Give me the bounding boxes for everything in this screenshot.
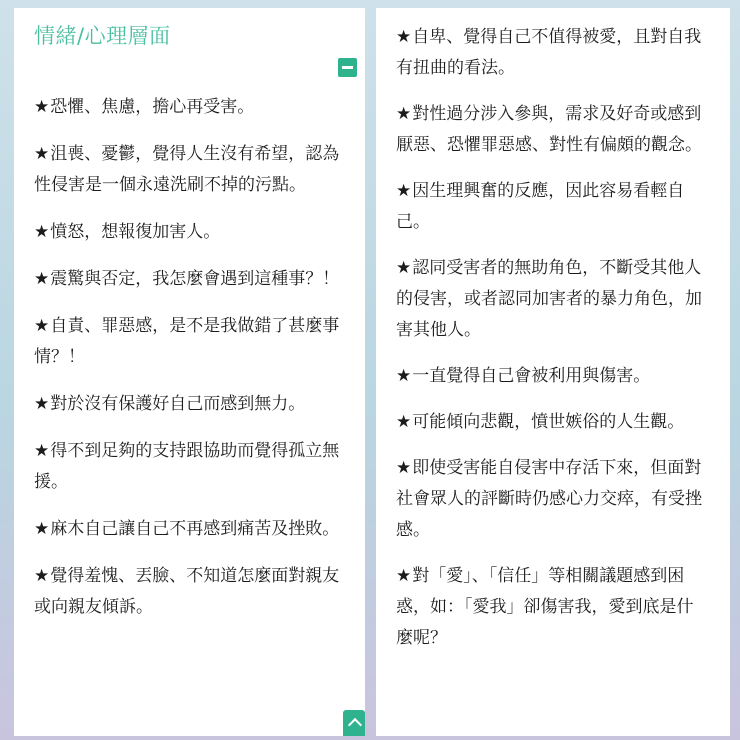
right-list [396, 22, 710, 654]
star-icon: ★ [396, 27, 412, 47]
list-item: ★對性過分涉入參與，需求及好奇或感到厭惡、恐懼罪惡感、對性有偏頗的觀念。 [396, 104, 702, 155]
list-item: ★沮喪、憂鬱，覺得人生沒有希望，認為性侵害是一個永遠洗刷不掉的污點。 [34, 144, 340, 195]
chevron-up-icon [348, 718, 362, 732]
list-item: ★震驚與否定，我怎麼會遇到這種事？！ [34, 269, 340, 289]
list-item: ★對於沒有保護好自己而感到無力。 [34, 394, 306, 414]
list-item: ★即使受害能自侵害中存活下來，但面對社會眾人的評斷時仍感心力交瘁，有受挫感。 [396, 458, 702, 540]
right-panel [376, 8, 730, 736]
minus-icon [342, 66, 353, 69]
star-icon: ★ [396, 566, 412, 586]
list-item: ★自卑、覺得自己不值得被愛，且對自我有扭曲的看法。 [396, 27, 702, 78]
list-item: ★恐懼、焦慮，擔心再受害。 [34, 97, 255, 117]
back-to-top-button[interactable] [343, 710, 365, 736]
list-item: ★認同受害者的無助角色，不斷受其他人的侵害，或者認同加害者的暴力角色，加害其他人。 [396, 258, 702, 340]
list-item: ★自責、罪惡感，是不是我做錯了甚麼事情？！ [34, 316, 340, 367]
left-list [34, 92, 345, 623]
star-icon: ★ [34, 566, 50, 586]
star-icon: ★ [396, 181, 412, 201]
list-item: ★因生理興奮的反應，因此容易看輕自己。 [396, 181, 685, 232]
list-item: ★可能傾向悲觀，憤世嫉俗的人生觀。 [396, 412, 685, 432]
list-item: ★對「愛」、「信任」等相關議題感到困惑，如：「愛我」卻傷害我，愛到底是什麼呢？ [396, 566, 694, 648]
star-icon: ★ [34, 97, 50, 117]
left-panel [14, 8, 365, 736]
star-icon: ★ [34, 394, 50, 414]
list-item: ★麻木自己讓自己不再感到痛苦及挫敗。 [34, 519, 340, 539]
star-icon: ★ [396, 412, 412, 432]
list-item: ★憤怒，想報復加害人。 [34, 222, 221, 242]
star-icon: ★ [34, 519, 50, 539]
list-item: ★一直覺得自己會被利用與傷害。 [396, 366, 651, 386]
collapse-button[interactable] [338, 58, 357, 77]
list-item: ★得不到足夠的支持跟協助而覺得孤立無援。 [34, 441, 340, 492]
star-icon: ★ [34, 316, 50, 336]
star-icon: ★ [396, 258, 412, 278]
section-title: 情緒/心理層面 [34, 24, 171, 48]
star-icon: ★ [34, 144, 50, 164]
star-icon: ★ [396, 104, 412, 124]
star-icon: ★ [34, 441, 50, 461]
star-icon: ★ [396, 458, 412, 478]
star-icon: ★ [34, 222, 50, 242]
star-icon: ★ [396, 366, 412, 386]
star-icon: ★ [34, 269, 50, 289]
list-item: ★覺得羞愧、丟臉、不知道怎麼面對親友或向親友傾訴。 [34, 566, 340, 617]
